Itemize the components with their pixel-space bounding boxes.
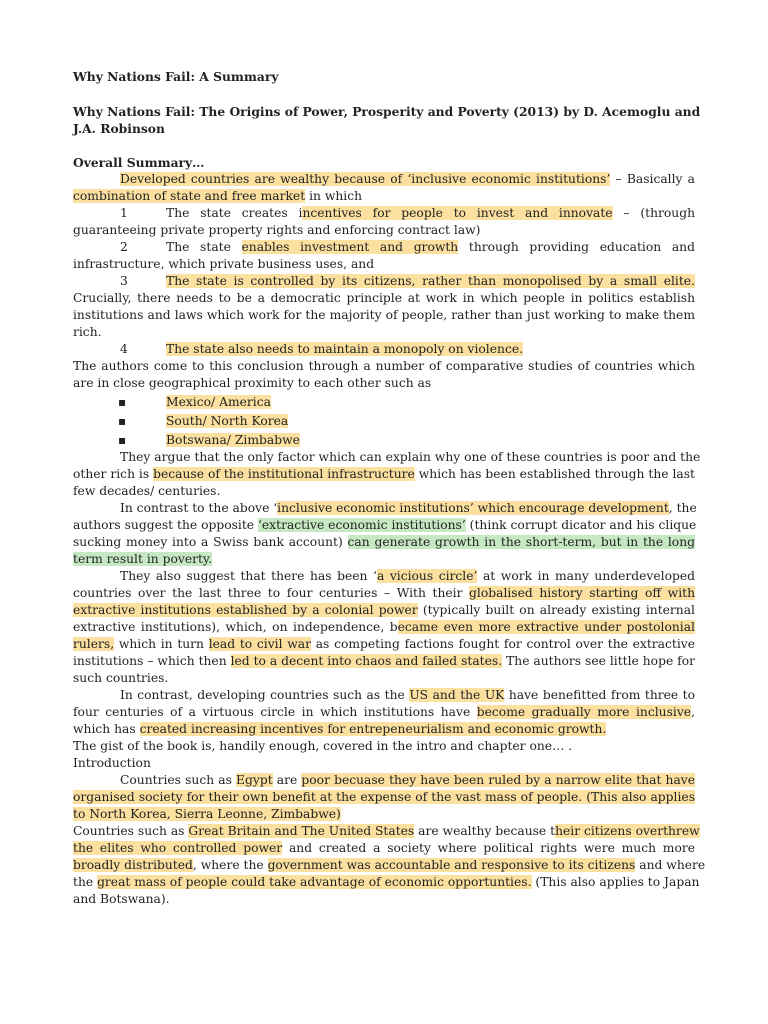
- paragraph-line: [73, 517, 695, 534]
- highlight: government was accountable and responsive to its citizens: [267, 858, 636, 872]
- text-run: , the: [668, 501, 697, 515]
- highlight: enables investment and growth: [241, 240, 459, 254]
- highlight: term result in poverty.: [73, 552, 213, 566]
- paragraph-line: [73, 874, 700, 891]
- paragraph-line: [73, 806, 695, 823]
- paragraph-line: [73, 602, 695, 619]
- paragraph-line: [73, 653, 695, 670]
- highlight: inclusive economic institutions’ which encourage development: [277, 501, 669, 515]
- text-run: extractive institutions), which, on independence, b: [73, 620, 398, 634]
- bullet-item: [166, 394, 271, 411]
- text-run: four centuries of a virtuous circle in which institutions have: [73, 705, 477, 719]
- highlight: extractive institutions established by a colonial power: [73, 603, 418, 617]
- text-run: Countries such as: [120, 773, 237, 787]
- list-item: [166, 341, 695, 358]
- text-run: Countries such as: [73, 824, 189, 838]
- highlight: to North Korea, Sierra Leonne, Zimbabwe): [73, 807, 341, 821]
- list-item-continuation: rich.: [73, 325, 102, 339]
- text-run: The state: [166, 240, 242, 254]
- text-run: ,: [691, 705, 695, 719]
- list-item-continuation: infrastructure, which private business uses, and: [73, 257, 375, 271]
- paragraph-line: few decades/ centuries.: [73, 484, 221, 498]
- highlight: The state also needs to maintain a monopoly on violence.: [166, 342, 524, 356]
- text-run: the: [73, 875, 98, 889]
- text-run: countries over the last three to four centuries – With their: [73, 586, 470, 600]
- list-item-continuation: Crucially, there needs to be a democratic principle at work in which people in politics establish: [73, 291, 695, 305]
- bullet-item: [166, 413, 288, 430]
- text-run: , where the: [192, 858, 268, 872]
- highlight: globalised history starting off with: [469, 586, 695, 600]
- paragraph-line: [120, 568, 695, 585]
- paragraph-line: [73, 789, 695, 806]
- text-run: In contrast, developing countries such as the: [120, 688, 410, 702]
- paragraph-line: The gist of the book is, handily enough, covered in the intro and chapter one… .: [73, 739, 573, 753]
- paragraph-line: The authors come to this conclusion through a number of comparative studies of countries which: [73, 359, 695, 373]
- overall-summary-heading: Overall Summary…: [73, 155, 205, 170]
- text-run: other rich is: [73, 467, 154, 481]
- text-run: and created a society where political rights were much more: [282, 841, 696, 855]
- paragraph-line: [73, 857, 706, 874]
- list-item: [166, 239, 695, 256]
- highlight: ecame even more extractive under postolonial: [397, 620, 695, 634]
- highlight: created increasing incentives for entrepeneurialism and economic growth.: [139, 722, 607, 736]
- highlight: become gradually more inclusive: [476, 705, 692, 719]
- text-run: are wealthy because t: [414, 824, 556, 838]
- paragraph-line: such countries.: [73, 671, 169, 685]
- book-citation-line-1: Why Nations Fail: The Origins of Power, Prosperity and Poverty (2013) by D. Acemoglu and: [73, 104, 701, 119]
- highlight: Mexico/ America: [166, 395, 271, 409]
- paragraph-line: [73, 585, 695, 602]
- list-number: 2: [120, 240, 128, 254]
- paragraph-line: [73, 619, 695, 636]
- text-run: sucking money into a Swiss bank account): [73, 535, 348, 549]
- highlight: can generate growth in the short-term, but in the long: [347, 535, 695, 549]
- text-run: The authors see little hope for: [502, 654, 696, 668]
- highlight: broadly distributed: [73, 858, 193, 872]
- paragraph-line: [73, 636, 695, 653]
- highlight: Great Britain and The United States: [188, 824, 415, 838]
- paragraph-line: [73, 704, 695, 721]
- highlight: because of the institutional infrastructure: [153, 467, 415, 481]
- highlight: poor becuase they have been ruled by a narrow elite that have: [301, 773, 695, 787]
- bullet-icon: ▪: [118, 414, 127, 428]
- introduction-heading: Introduction: [73, 756, 151, 770]
- paragraph-line: and Botswana).: [73, 892, 170, 906]
- highlight: a vicious circle’: [376, 569, 478, 583]
- paragraph-line: [73, 534, 695, 551]
- paragraph-line: [120, 687, 695, 704]
- text-run: and where: [635, 858, 706, 872]
- text-run: authors suggest the opposite: [73, 518, 258, 532]
- paragraph-line: [73, 551, 695, 568]
- highlight: heir citizens overthrew: [555, 824, 700, 838]
- list-number: 3: [120, 274, 128, 288]
- highlight: The state is controlled by its citizens, rather than monopolised by a small elite.: [166, 274, 695, 288]
- document-title: Why Nations Fail: A Summary: [73, 69, 279, 84]
- highlight: the elites who controlled power: [73, 841, 283, 855]
- highlight: lead to civil war: [208, 637, 311, 651]
- highlight: South/ North Korea: [166, 414, 289, 428]
- highlight: Egypt: [236, 773, 273, 787]
- highlight: led to a decent into chaos and failed states.: [230, 654, 503, 668]
- text-run: (This also applies to Japan: [531, 875, 700, 889]
- text-run: – (through: [612, 206, 695, 220]
- text-run: They also suggest that there has been ‘: [120, 569, 377, 583]
- highlight: great mass of people could take advantage of economic opportunties.: [97, 875, 532, 889]
- highlight: rulers,: [73, 637, 115, 651]
- text-run: at work in many underdeveloped: [477, 569, 696, 583]
- bullet-icon: ▪: [118, 395, 127, 409]
- text-run: which has been established through the last: [414, 467, 696, 481]
- bullet-item: [166, 432, 300, 449]
- highlight: US and the UK: [409, 688, 505, 702]
- list-item: [166, 205, 695, 222]
- highlight: ‘extractive economic institutions’: [258, 518, 466, 532]
- paragraph-line: [73, 721, 695, 738]
- book-citation-line-2: J.A. Robinson: [73, 121, 165, 136]
- paragraph-line: They argue that the only factor which can explain why one of these countries is poor and the: [120, 450, 701, 464]
- highlight: Botswana/ Zimbabwe: [166, 433, 300, 447]
- bullet-icon: ▪: [118, 433, 127, 447]
- text-run: in which: [305, 189, 363, 203]
- highlight: Developed countries are wealthy because of ‘inclusive economic institutions’: [120, 172, 611, 186]
- text-run: institutions – which then: [73, 654, 231, 668]
- paragraph-line: [73, 840, 695, 857]
- text-run: In contrast to the above ‘: [120, 501, 278, 515]
- text-run: have benefitted from three to: [504, 688, 695, 702]
- text-run: as competing factions fought for control over the extractive: [311, 637, 695, 651]
- highlight: ncentives for people to invest and innovate: [302, 206, 613, 220]
- list-number: 1: [120, 206, 128, 220]
- text-run: which has: [73, 722, 140, 736]
- text-run: The state creates i: [166, 206, 303, 220]
- list-number: 4: [120, 342, 128, 356]
- paragraph-line: [120, 772, 695, 789]
- paragraph-line: [73, 188, 695, 205]
- paragraph-line: [120, 171, 695, 188]
- text-run: – Basically a: [610, 172, 695, 186]
- text-run: are: [272, 773, 302, 787]
- text-run: (think corrupt dicator and his clique: [465, 518, 697, 532]
- text-run: (typically built on already existing internal: [417, 603, 695, 617]
- paragraph-line: [73, 466, 695, 483]
- list-item-continuation: guaranteeing private property rights and enforcing contract law): [73, 223, 481, 237]
- highlight: combination of state and free market: [73, 189, 306, 203]
- text-run: through providing education and: [458, 240, 695, 254]
- highlight: organised society for their own benefit at the expense of the vast mass of people. (This also applies: [73, 790, 695, 804]
- paragraph-line: are in close geographical proximity to each other such as: [73, 376, 432, 390]
- list-item: [166, 273, 695, 290]
- text-run: which in turn: [114, 637, 209, 651]
- paragraph-line: [120, 500, 695, 517]
- paragraph-line: [73, 823, 700, 840]
- list-item-continuation: institutions and laws which work for the majority of people, rather than just working to make them: [73, 308, 695, 322]
